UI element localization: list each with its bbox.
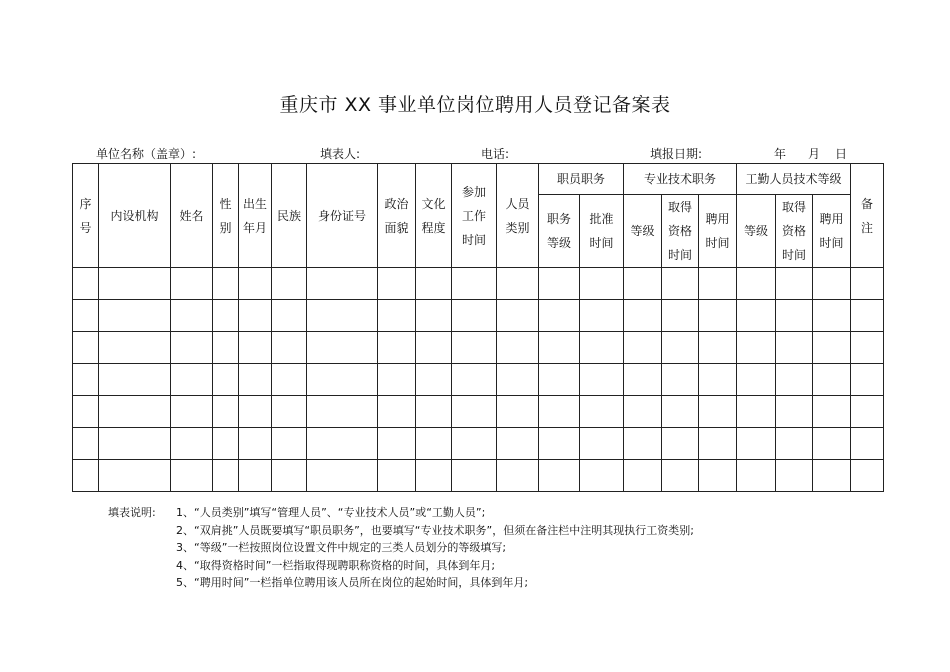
date-day: 日: [835, 147, 848, 161]
table-cell[interactable]: [813, 460, 851, 492]
table-cell[interactable]: [580, 396, 624, 428]
table-cell[interactable]: [307, 364, 378, 396]
table-cell[interactable]: [272, 428, 307, 460]
header-group-staff: 职员职务: [539, 164, 624, 195]
header-birth: 出生年月: [239, 164, 272, 268]
table-cell[interactable]: [73, 364, 99, 396]
table-cell[interactable]: [378, 396, 416, 428]
table-cell[interactable]: [213, 460, 239, 492]
table-cell[interactable]: [171, 268, 213, 300]
table-cell[interactable]: [272, 460, 307, 492]
table-row: [73, 300, 884, 332]
instruction-item: 2、“双肩挑”人员既要填写“职员职务”，也要填写“专业技术职务”，但须在备注栏中注明其现执行工资类别;: [176, 523, 694, 537]
table-cell[interactable]: [662, 268, 699, 300]
table-cell[interactable]: [272, 396, 307, 428]
table-cell[interactable]: [776, 428, 813, 460]
header-name: 姓名: [171, 164, 213, 268]
header-tech-qualify: 取得资格时间: [662, 195, 699, 268]
header-seq: 序号: [73, 164, 99, 268]
table-cell[interactable]: [662, 428, 699, 460]
header-ethnic: 民族: [272, 164, 307, 268]
table-cell[interactable]: [452, 460, 497, 492]
table-cell[interactable]: [452, 396, 497, 428]
table-cell[interactable]: [580, 268, 624, 300]
table-cell[interactable]: [813, 300, 851, 332]
table-cell[interactable]: [851, 396, 884, 428]
table-cell[interactable]: [699, 268, 737, 300]
instruction-item: 5、“聘用时间”一栏指单位聘用该人员所在岗位的起始时间，具体到年月;: [176, 576, 529, 590]
date-year: 年: [774, 147, 787, 161]
instruction-item: 1、“人员类别”填写“管理人员”、“专业技术人员”或“工勤人员”;: [176, 506, 486, 519]
table-cell[interactable]: [378, 460, 416, 492]
table-cell[interactable]: [239, 268, 272, 300]
table-cell[interactable]: [99, 268, 171, 300]
table-cell[interactable]: [624, 460, 662, 492]
table-cell[interactable]: [813, 428, 851, 460]
unit-name-label: 单位名称（盖章）:: [96, 147, 197, 161]
table-cell[interactable]: [213, 364, 239, 396]
table-cell[interactable]: [662, 300, 699, 332]
table-cell[interactable]: [272, 332, 307, 364]
form-title: 重庆市 XX 事业单位岗位聘用人员登记备案表: [279, 94, 671, 116]
header-worker-qualify: 取得资格时间: [776, 195, 813, 268]
table-cell[interactable]: [851, 460, 884, 492]
table-cell[interactable]: [539, 396, 580, 428]
table-cell[interactable]: [272, 300, 307, 332]
table-cell[interactable]: [416, 428, 452, 460]
header-staff-approve: 批准时间: [580, 195, 624, 268]
table-cell[interactable]: [776, 268, 813, 300]
header-work-start: 参加工作时间: [452, 164, 497, 268]
table-cell[interactable]: [99, 396, 171, 428]
table-cell[interactable]: [99, 428, 171, 460]
table-cell[interactable]: [452, 268, 497, 300]
table-cell[interactable]: [580, 428, 624, 460]
table-cell[interactable]: [699, 332, 737, 364]
instructions-lead: 填表说明:: [108, 506, 156, 519]
table-cell[interactable]: [580, 460, 624, 492]
table-cell[interactable]: [213, 428, 239, 460]
table-cell[interactable]: [539, 460, 580, 492]
table-row: [73, 332, 884, 364]
header-dept: 内设机构: [99, 164, 171, 268]
table-cell[interactable]: [213, 300, 239, 332]
table-cell[interactable]: [624, 428, 662, 460]
table-cell[interactable]: [378, 332, 416, 364]
header-group-worker: 工勤人员技术等级: [737, 164, 851, 195]
table-cell[interactable]: [539, 428, 580, 460]
table-cell[interactable]: [624, 300, 662, 332]
table-cell[interactable]: [416, 396, 452, 428]
table-cell[interactable]: [737, 300, 776, 332]
table-cell[interactable]: [662, 364, 699, 396]
table-cell[interactable]: [239, 396, 272, 428]
table-cell[interactable]: [699, 396, 737, 428]
header-id-number: 身份证号: [307, 164, 378, 268]
instructions: [108, 504, 694, 592]
table-cell[interactable]: [813, 332, 851, 364]
header-gender: 性别: [213, 164, 239, 268]
table-cell[interactable]: [378, 268, 416, 300]
table-cell[interactable]: [851, 332, 884, 364]
table-cell[interactable]: [239, 428, 272, 460]
table-cell[interactable]: [624, 396, 662, 428]
header-staff-level: 职务等级: [539, 195, 580, 268]
table-cell[interactable]: [213, 268, 239, 300]
table-cell[interactable]: [737, 460, 776, 492]
table-cell[interactable]: [699, 300, 737, 332]
table-cell[interactable]: [272, 268, 307, 300]
table-cell[interactable]: [378, 428, 416, 460]
header-group-tech: 专业技术职务: [624, 164, 737, 195]
table-cell[interactable]: [699, 428, 737, 460]
table-cell[interactable]: [662, 460, 699, 492]
table-cell[interactable]: [99, 460, 171, 492]
table-cell[interactable]: [416, 364, 452, 396]
table-cell[interactable]: [378, 300, 416, 332]
table-cell[interactable]: [624, 268, 662, 300]
table-cell[interactable]: [452, 300, 497, 332]
table-cell[interactable]: [416, 268, 452, 300]
table-cell[interactable]: [307, 332, 378, 364]
header-worker-level: 等级: [737, 195, 776, 268]
table-cell[interactable]: [737, 364, 776, 396]
table-cell[interactable]: [307, 300, 378, 332]
table-cell[interactable]: [776, 396, 813, 428]
table-cell[interactable]: [307, 460, 378, 492]
table-cell[interactable]: [497, 268, 539, 300]
report-date-label: 填报日期:: [650, 147, 703, 161]
table-cell[interactable]: [416, 300, 452, 332]
phone-label: 电话:: [481, 147, 510, 161]
table-cell[interactable]: [737, 396, 776, 428]
table-cell[interactable]: [813, 268, 851, 300]
header-worker-hire: 聘用时间: [813, 195, 851, 268]
table-row: [73, 268, 884, 300]
table-cell[interactable]: [239, 460, 272, 492]
table-cell[interactable]: [497, 300, 539, 332]
table-cell[interactable]: [497, 460, 539, 492]
table-cell[interactable]: [737, 428, 776, 460]
header-tech-level: 等级: [624, 195, 662, 268]
table-cell[interactable]: [851, 268, 884, 300]
table-cell[interactable]: [307, 268, 378, 300]
table-cell[interactable]: [307, 396, 378, 428]
filler-label: 填表人:: [320, 147, 361, 161]
table-cell[interactable]: [239, 300, 272, 332]
table-cell[interactable]: [497, 332, 539, 364]
table-cell[interactable]: [497, 396, 539, 428]
table-cell[interactable]: [737, 268, 776, 300]
table-cell[interactable]: [813, 364, 851, 396]
table-cell[interactable]: [452, 332, 497, 364]
header-remark: 备注: [851, 164, 884, 268]
table-cell[interactable]: [699, 460, 737, 492]
table-cell[interactable]: [539, 364, 580, 396]
table-cell[interactable]: [239, 364, 272, 396]
table-body: [73, 268, 884, 492]
table-cell[interactable]: [416, 332, 452, 364]
table-cell[interactable]: [416, 460, 452, 492]
table-cell[interactable]: [213, 396, 239, 428]
header-category: 人员类别: [497, 164, 539, 268]
table-cell[interactable]: [73, 300, 99, 332]
table-cell[interactable]: [307, 428, 378, 460]
table-cell[interactable]: [813, 396, 851, 428]
table-cell[interactable]: [776, 460, 813, 492]
table-row: [73, 396, 884, 428]
table-cell[interactable]: [539, 300, 580, 332]
table-cell[interactable]: [539, 268, 580, 300]
table-cell[interactable]: [580, 300, 624, 332]
table-cell[interactable]: [497, 364, 539, 396]
header-education: 文化程度: [416, 164, 452, 268]
table-cell[interactable]: [99, 300, 171, 332]
table-cell[interactable]: [239, 332, 272, 364]
table-cell[interactable]: [99, 364, 171, 396]
table-cell[interactable]: [272, 364, 307, 396]
table-cell[interactable]: [73, 268, 99, 300]
table-cell[interactable]: [851, 364, 884, 396]
table-cell[interactable]: [73, 332, 99, 364]
table-cell[interactable]: [624, 364, 662, 396]
header-tech-hire: 聘用时间: [699, 195, 737, 268]
table-cell[interactable]: [699, 364, 737, 396]
table-cell[interactable]: [580, 332, 624, 364]
table-cell[interactable]: [539, 332, 580, 364]
table-cell[interactable]: [171, 428, 213, 460]
table-row: [73, 428, 884, 460]
table-cell[interactable]: [662, 332, 699, 364]
table-cell[interactable]: [452, 428, 497, 460]
table-cell[interactable]: [452, 364, 497, 396]
table-row: [73, 460, 884, 492]
table-cell[interactable]: [851, 300, 884, 332]
table-cell[interactable]: [624, 332, 662, 364]
table-cell[interactable]: [776, 364, 813, 396]
date-month: 月: [808, 147, 821, 161]
table-cell[interactable]: [171, 460, 213, 492]
table-cell[interactable]: [213, 332, 239, 364]
table-cell[interactable]: [737, 332, 776, 364]
table-cell[interactable]: [580, 364, 624, 396]
table-row: [73, 364, 884, 396]
instruction-item: 4、“取得资格时间”一栏指取得现聘职称资格的时间，具体到年月;: [176, 558, 496, 572]
table-cell[interactable]: [171, 364, 213, 396]
table-cell[interactable]: [497, 428, 539, 460]
table-cell[interactable]: [99, 332, 171, 364]
table-cell[interactable]: [73, 460, 99, 492]
table-cell[interactable]: [776, 300, 813, 332]
table-cell[interactable]: [776, 332, 813, 364]
table-cell[interactable]: [73, 396, 99, 428]
registration-table: [72, 163, 884, 492]
instruction-item: 3、“等级”一栏按照岗位设置文件中规定的三类人员划分的等级填写;: [176, 541, 507, 555]
table-cell[interactable]: [378, 364, 416, 396]
table-cell[interactable]: [171, 300, 213, 332]
table-cell[interactable]: [851, 428, 884, 460]
header-politics: 政治面貌: [378, 164, 416, 268]
table-cell[interactable]: [171, 396, 213, 428]
table-cell[interactable]: [171, 332, 213, 364]
table-cell[interactable]: [662, 396, 699, 428]
table-cell[interactable]: [73, 428, 99, 460]
